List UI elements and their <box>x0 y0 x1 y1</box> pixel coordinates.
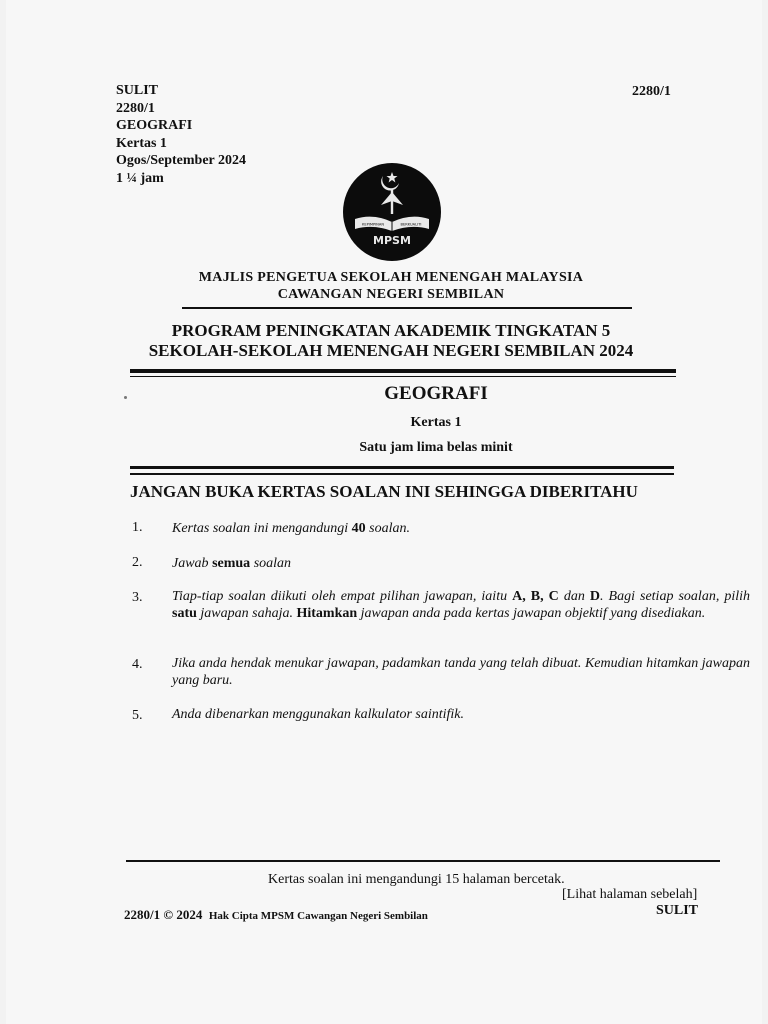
instruction-number: 3. <box>132 590 143 605</box>
logo-ribbon-left: KEPIMPINAN <box>361 222 385 227</box>
duration-text: Satu jam lima belas minit <box>359 440 513 455</box>
instruction-number: 1. <box>132 520 143 535</box>
logo-ribbon-right: BERKUALITI <box>400 222 422 227</box>
logo-text: MPSM <box>373 234 411 247</box>
instruction-number: 4. <box>132 657 143 672</box>
organization-line-1: MAJLIS PENGETUA SEKOLAH MENENGAH MALAYSIA <box>198 270 584 285</box>
page-count-note: Kertas soalan ini mengandungi 15 halaman bercetak. <box>268 872 565 887</box>
warning-heading: JANGAN BUKA KERTAS SOALAN INI SEHINGGA DIBERITAHU <box>130 482 638 501</box>
instruction-text: Jika anda hendak menukar jawapan, padamkan tanda yang telah dibuat. Kemudian hitamkan jawapan yang baru. <box>172 656 750 688</box>
footer-divider <box>126 860 720 862</box>
instruction-text: Tiap-tiap soalan diikuti oleh empat pilihan jawapan, iaitu A, B, C dan D. Bagi setiap soalan, pilih satu jawapan sahaja. Hitamkan jawapan anda pada kertas jawapan objektif yang disediakan. <box>172 589 751 621</box>
divider-organization <box>182 307 632 309</box>
copyright-text: Hak Cipta MPSM Cawangan Negeri Sembilan <box>208 910 428 922</box>
header-line-classification: SULIT <box>116 83 159 98</box>
instruction-text: Kertas soalan ini mengandungi 40 soalan. <box>172 521 411 536</box>
instruction-text: Anda dibenarkan menggunakan kalkulator saintifik. <box>172 707 465 722</box>
paper-label: Kertas 1 <box>410 415 462 430</box>
header-line-subject: GEOGRAFI <box>116 118 193 133</box>
divider-mid-thin <box>130 473 674 475</box>
instruction-text: Jawab semua soalan <box>172 556 292 571</box>
header-line-date: Ogos/September 2024 <box>116 153 247 168</box>
header-block <box>116 82 246 187</box>
copyright-line <box>124 907 428 923</box>
header-line-paper: Kertas 1 <box>116 135 167 151</box>
instruction-number: 2. <box>132 555 143 570</box>
header-line-code: 2280/1 <box>116 100 155 116</box>
subject-title: GEOGRAFI <box>384 383 488 404</box>
footer-classification: SULIT <box>656 903 699 918</box>
next-page-note: [Lihat halaman sebelah] <box>562 887 698 902</box>
program-line-2: SEKOLAH-SEKOLAH MENENGAH NEGERI SEMBILAN 2024 <box>148 341 634 360</box>
mpsm-logo <box>342 162 442 262</box>
header-line-duration: 1 ¼ jam <box>116 170 164 186</box>
header-code-right: 2280/1 <box>632 84 671 99</box>
organization-line-2: CAWANGAN NEGERI SEMBILAN <box>277 287 505 302</box>
divider-top-thick <box>130 369 676 373</box>
exam-cover-page <box>6 0 762 1024</box>
divider-mid-thick <box>130 466 674 469</box>
program-line-1: PROGRAM PENINGKATAN AKADEMIK TINGKATAN 5 <box>171 321 611 340</box>
divider-top-thin <box>130 376 676 377</box>
copyright-code: 2280/1 © 2024 <box>124 907 203 922</box>
instruction-number: 5. <box>132 708 143 723</box>
